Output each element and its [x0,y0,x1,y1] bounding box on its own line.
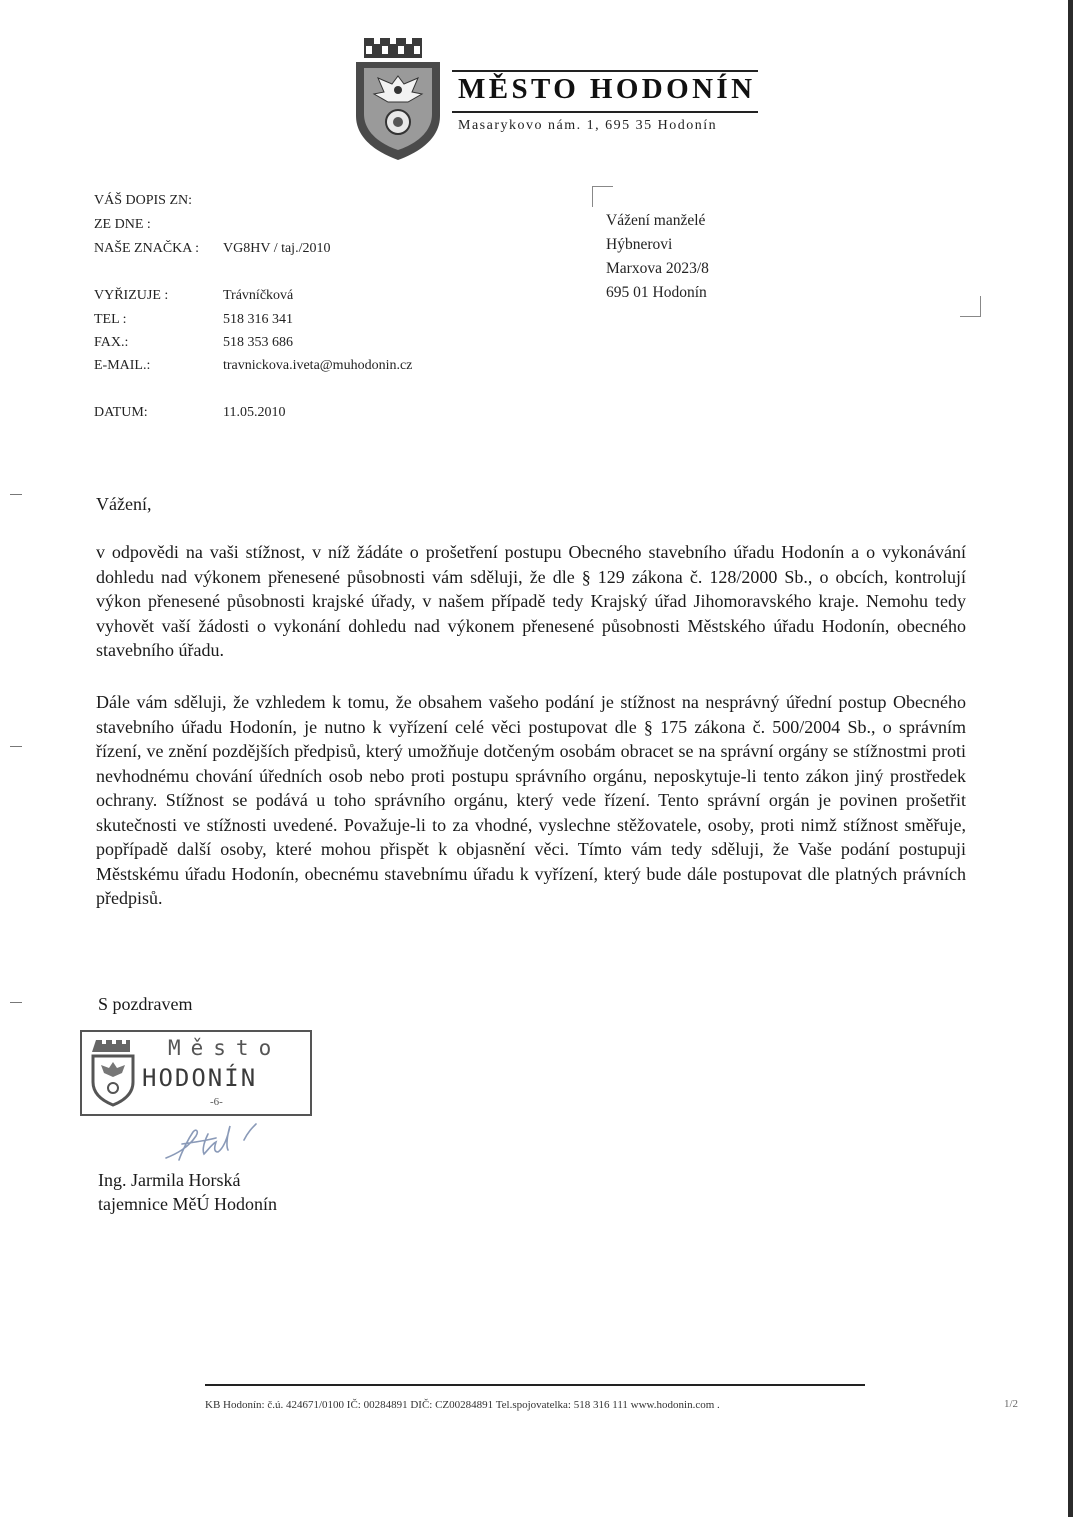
signatory-name: Ing. Jarmila Horská [98,1170,241,1190]
city-address: Masarykovo nám. 1, 695 35 Hodonín [458,118,718,133]
stamp-text: HODONÍN [142,1064,258,1092]
scan-edge [1068,0,1073,1517]
footer-rule [205,1384,865,1386]
stamp-crest-icon [88,1038,138,1108]
page-number: 1/2 [1004,1398,1019,1410]
tel-label: TEL : [94,312,127,327]
address-window-corner [592,186,613,207]
margin-mark [10,494,22,495]
your-letter-label: VÁŠ DOPIS ZN: [94,193,193,208]
recipient-line: 695 01 Hodonín [606,284,707,301]
fax-value: 518 353 686 [223,335,293,350]
stamp-text: Město [168,1036,282,1060]
recipient-line: Marxova 2023/8 [606,260,709,277]
official-stamp [80,1030,312,1116]
email-label: E-MAIL.: [94,358,151,373]
handled-by-label: VYŘIZUJE : [94,288,169,303]
stamp-text: -6- [210,1096,223,1108]
closing: S pozdravem [98,994,193,1014]
body-paragraph: v odpovědi na vaši stížnost, v níž žádáte o prošetření postupu Obecného stavebního úřadu Hodonín a o vykonávání dohledu nad výkonem přenesené působnosti vám sděluji, že dle § 129 zákona č. 128/2000 Sb., o obcích, kontrolují výkon přenesené působnosti krajské úřady, v našem případě tedy Krajský úřad Jihomoravského kraje. Nemohu tedy vyhovět vaší žádosti o vykonání dohledu nad výkonem přenesené působnosti Městského úřadu Hodonín, obecného stavebního úřadu. [96,542,966,660]
address-window-corner [960,296,981,317]
letterhead-rule [452,70,758,72]
signatory-title: tajemnice MěÚ Hodonín [98,1194,277,1214]
email-value: travnickova.iveta@muhodonin.cz [223,358,413,373]
datum-label: DATUM: [94,405,148,420]
tel-value: 518 316 341 [223,312,293,327]
recipient-line: Hýbnerovi [606,236,673,253]
our-ref-label: NAŠE ZNAČKA : [94,241,200,256]
datum-value: 11.05.2010 [223,405,286,420]
handled-by-value: Trávníčková [223,288,294,303]
margin-mark [10,746,22,747]
letterhead-rule [452,111,758,113]
handwritten-signature [160,1118,300,1166]
fax-label: FAX.: [94,335,129,350]
margin-mark [10,1002,22,1003]
salutation: Vážení, [96,494,152,514]
city-title: MĚSTO HODONÍN [458,73,756,105]
our-ref-value: VG8HV / taj./2010 [223,241,331,256]
date-label: ZE DNE : [94,217,151,232]
recipient-line: Vážení manželé [606,212,706,229]
footer-bank-info: KB Hodonín: č.ú. 424671/0100 IČ: 00284891 DIČ: CZ00284891 Tel.spojovatelka: 518 316 111 www.hodonin.com . [205,1399,720,1411]
city-crest-logo [350,36,446,164]
body-paragraph: Dále vám sděluji, že vzhledem k tomu, že obsahem vašeho podání je stížnost na nesprávný úřední postup Obecného stavebního úřadu Hodonín, je nutno k vyřízení celé věci postupovat dle § 175 zákona č. 500/2004 Sb., o správním řízení, ve znění pozdějších předpisů, který umožňuje dotčeným osobám obracet se na správní orgány se stížnostmi proti nevhodnému chování úředních osob nebo proti postupu správního orgánu, neposkytuje-li tento zákon jiný prostředek ochrany. Stížnost se podává u toho správního orgánu, který vede řízení. Tento správní orgán je povinen prošetřit skutečnosti ve stížnosti uvedené. Považuje-li to za vhodné, vyslechne stěžovatele, osoby, proti nimž stížnost směřuje, popřípadě další osoby, které mohou přispět k objasnění věci. Tímto vám tedy sděluji, že Vaše podání postupuji Městskému úřadu Hodonín, obecnému stavebnímu úřadu k vyřízení, který bude dále postupovat dle platných právních předpisů. [96,692,966,908]
